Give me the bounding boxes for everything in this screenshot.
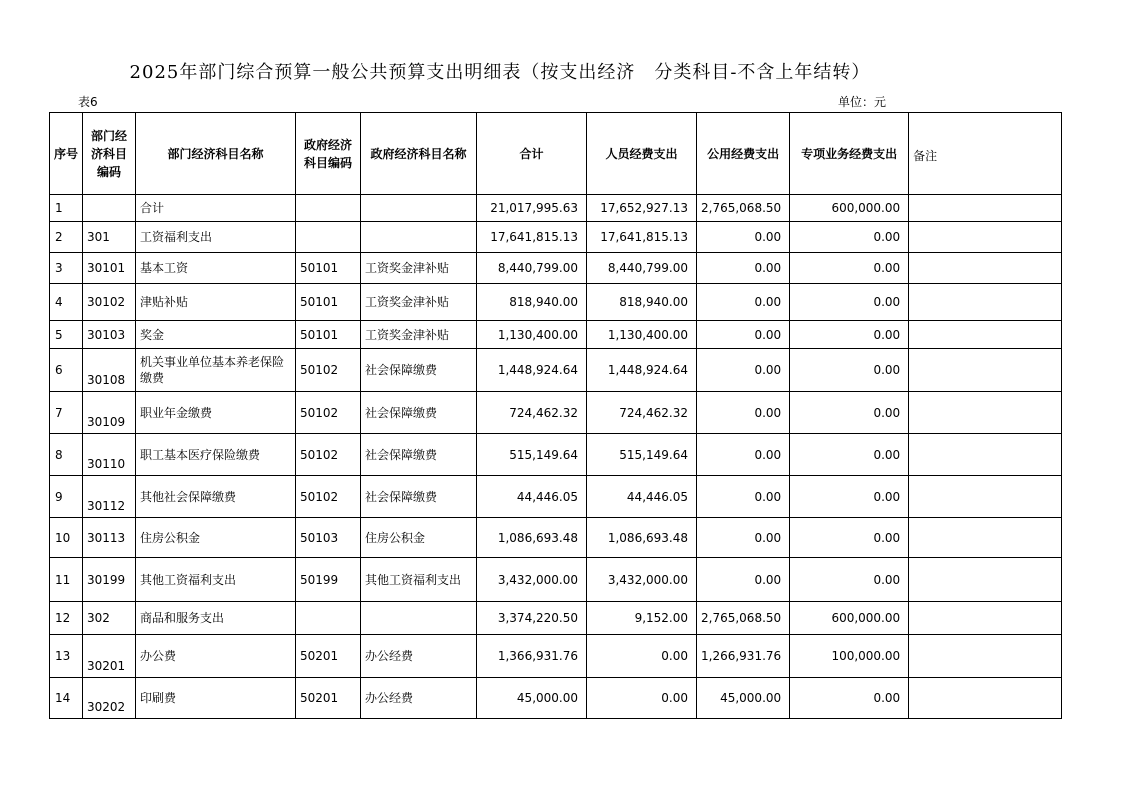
cell-public: 0.00 bbox=[697, 284, 790, 321]
cell-dept-code: 30103 bbox=[83, 321, 136, 349]
table-row bbox=[50, 476, 1062, 518]
cell-total: 1,086,693.48 bbox=[477, 518, 587, 558]
table-row bbox=[50, 195, 1062, 222]
cell-gov-name bbox=[361, 222, 477, 253]
cell-personnel: 1,448,924.64 bbox=[587, 349, 697, 392]
cell-personnel: 1,130,400.00 bbox=[587, 321, 697, 349]
table-row bbox=[50, 349, 1062, 392]
table-row bbox=[50, 284, 1062, 321]
cell-personnel: 3,432,000.00 bbox=[587, 558, 697, 602]
header-public: 公用经费支出 bbox=[697, 113, 790, 195]
cell-total: 21,017,995.63 bbox=[477, 195, 587, 222]
cell-public: 2,765,068.50 bbox=[697, 195, 790, 222]
cell-note bbox=[909, 678, 1062, 719]
cell-note bbox=[909, 635, 1062, 678]
cell-gov-code: 50201 bbox=[296, 635, 361, 678]
cell-personnel: 17,652,927.13 bbox=[587, 195, 697, 222]
header-dept-name: 部门经济科目名称 bbox=[136, 113, 296, 195]
cell-total: 1,130,400.00 bbox=[477, 321, 587, 349]
cell-personnel: 17,641,815.13 bbox=[587, 222, 697, 253]
cell-personnel: 8,440,799.00 bbox=[587, 253, 697, 284]
cell-note bbox=[909, 434, 1062, 476]
cell-public: 0.00 bbox=[697, 253, 790, 284]
cell-note bbox=[909, 602, 1062, 635]
cell-seq: 13 bbox=[50, 635, 83, 678]
table-row bbox=[50, 253, 1062, 284]
cell-seq: 11 bbox=[50, 558, 83, 602]
table-row bbox=[50, 392, 1062, 434]
table-row bbox=[50, 558, 1062, 602]
cell-gov-code: 50101 bbox=[296, 284, 361, 321]
cell-dept-code: 30109 bbox=[83, 392, 136, 434]
cell-note bbox=[909, 253, 1062, 284]
cell-seq: 2 bbox=[50, 222, 83, 253]
cell-gov-code: 50201 bbox=[296, 678, 361, 719]
cell-personnel: 9,152.00 bbox=[587, 602, 697, 635]
cell-special: 0.00 bbox=[790, 476, 909, 518]
cell-seq: 5 bbox=[50, 321, 83, 349]
cell-note bbox=[909, 349, 1062, 392]
cell-seq: 7 bbox=[50, 392, 83, 434]
unit-label: 单位：元 bbox=[838, 95, 887, 109]
budget-table bbox=[49, 112, 1062, 719]
cell-note bbox=[909, 195, 1062, 222]
header-note: 备注 bbox=[909, 113, 1062, 195]
table-row bbox=[50, 518, 1062, 558]
cell-seq: 3 bbox=[50, 253, 83, 284]
cell-dept-name: 机关事业单位基本养老保险缴费 bbox=[136, 349, 296, 392]
header-gov-code: 政府经济科目编码 bbox=[296, 113, 361, 195]
cell-public: 0.00 bbox=[697, 518, 790, 558]
cell-dept-code: 302 bbox=[83, 602, 136, 635]
cell-total: 17,641,815.13 bbox=[477, 222, 587, 253]
cell-dept-name: 职业年金缴费 bbox=[136, 392, 296, 434]
cell-note bbox=[909, 476, 1062, 518]
cell-gov-name: 工资奖金津补贴 bbox=[361, 284, 477, 321]
cell-seq: 6 bbox=[50, 349, 83, 392]
cell-dept-name: 基本工资 bbox=[136, 253, 296, 284]
cell-special: 0.00 bbox=[790, 284, 909, 321]
cell-total: 1,366,931.76 bbox=[477, 635, 587, 678]
cell-gov-name: 工资奖金津补贴 bbox=[361, 321, 477, 349]
table-row bbox=[50, 635, 1062, 678]
cell-total: 724,462.32 bbox=[477, 392, 587, 434]
cell-special: 0.00 bbox=[790, 678, 909, 719]
page-title: 2025年部门综合预算一般公共预算支出明细表（按支出经济 分类科目-不含上年结转） bbox=[129, 62, 871, 83]
cell-dept-name: 职工基本医疗保险缴费 bbox=[136, 434, 296, 476]
cell-total: 8,440,799.00 bbox=[477, 253, 587, 284]
cell-dept-name: 合计 bbox=[136, 195, 296, 222]
header-total: 合计 bbox=[477, 113, 587, 195]
cell-dept-code: 30202 bbox=[83, 678, 136, 719]
cell-gov-code bbox=[296, 195, 361, 222]
cell-gov-name: 工资奖金津补贴 bbox=[361, 253, 477, 284]
cell-gov-name: 社会保障缴费 bbox=[361, 349, 477, 392]
cell-public: 0.00 bbox=[697, 222, 790, 253]
cell-note bbox=[909, 321, 1062, 349]
cell-public: 0.00 bbox=[697, 476, 790, 518]
cell-dept-name: 商品和服务支出 bbox=[136, 602, 296, 635]
cell-personnel: 724,462.32 bbox=[587, 392, 697, 434]
cell-gov-name: 办公经费 bbox=[361, 635, 477, 678]
cell-seq: 8 bbox=[50, 434, 83, 476]
header-personnel: 人员经费支出 bbox=[587, 113, 697, 195]
table-row bbox=[50, 434, 1062, 476]
cell-gov-code: 50102 bbox=[296, 434, 361, 476]
cell-total: 515,149.64 bbox=[477, 434, 587, 476]
cell-seq: 1 bbox=[50, 195, 83, 222]
cell-public: 0.00 bbox=[697, 434, 790, 476]
cell-dept-code: 301 bbox=[83, 222, 136, 253]
cell-total: 1,448,924.64 bbox=[477, 349, 587, 392]
header-special: 专项业务经费支出 bbox=[790, 113, 909, 195]
cell-dept-name: 奖金 bbox=[136, 321, 296, 349]
cell-special: 0.00 bbox=[790, 558, 909, 602]
table-row bbox=[50, 602, 1062, 635]
cell-public: 0.00 bbox=[697, 349, 790, 392]
cell-public: 0.00 bbox=[697, 392, 790, 434]
cell-gov-code: 50101 bbox=[296, 321, 361, 349]
cell-special: 0.00 bbox=[790, 434, 909, 476]
cell-personnel: 0.00 bbox=[587, 678, 697, 719]
cell-gov-code: 50103 bbox=[296, 518, 361, 558]
cell-gov-name: 其他工资福利支出 bbox=[361, 558, 477, 602]
cell-gov-code: 50102 bbox=[296, 349, 361, 392]
cell-gov-name bbox=[361, 195, 477, 222]
cell-dept-name: 工资福利支出 bbox=[136, 222, 296, 253]
cell-special: 600,000.00 bbox=[790, 602, 909, 635]
header-dept-code: 部门经济科目编码 bbox=[83, 113, 136, 195]
cell-dept-code: 30108 bbox=[83, 349, 136, 392]
table-row bbox=[50, 222, 1062, 253]
header-row bbox=[50, 113, 1062, 195]
cell-gov-code: 50102 bbox=[296, 392, 361, 434]
cell-special: 0.00 bbox=[790, 392, 909, 434]
cell-special: 600,000.00 bbox=[790, 195, 909, 222]
cell-total: 45,000.00 bbox=[477, 678, 587, 719]
cell-note bbox=[909, 222, 1062, 253]
cell-gov-name: 社会保障缴费 bbox=[361, 434, 477, 476]
cell-gov-name: 办公经费 bbox=[361, 678, 477, 719]
cell-total: 44,446.05 bbox=[477, 476, 587, 518]
cell-dept-name: 住房公积金 bbox=[136, 518, 296, 558]
cell-gov-name: 住房公积金 bbox=[361, 518, 477, 558]
cell-special: 0.00 bbox=[790, 253, 909, 284]
cell-seq: 14 bbox=[50, 678, 83, 719]
cell-seq: 9 bbox=[50, 476, 83, 518]
cell-personnel: 44,446.05 bbox=[587, 476, 697, 518]
cell-gov-name: 社会保障缴费 bbox=[361, 392, 477, 434]
cell-note bbox=[909, 518, 1062, 558]
cell-special: 0.00 bbox=[790, 321, 909, 349]
cell-personnel: 0.00 bbox=[587, 635, 697, 678]
cell-seq: 12 bbox=[50, 602, 83, 635]
cell-dept-code: 30101 bbox=[83, 253, 136, 284]
cell-note bbox=[909, 392, 1062, 434]
cell-dept-code: 30102 bbox=[83, 284, 136, 321]
table-row bbox=[50, 678, 1062, 719]
cell-dept-code bbox=[83, 195, 136, 222]
cell-dept-code: 30112 bbox=[83, 476, 136, 518]
cell-note bbox=[909, 284, 1062, 321]
cell-gov-code bbox=[296, 602, 361, 635]
cell-total: 3,374,220.50 bbox=[477, 602, 587, 635]
cell-gov-code: 50102 bbox=[296, 476, 361, 518]
cell-public: 45,000.00 bbox=[697, 678, 790, 719]
cell-dept-name: 其他工资福利支出 bbox=[136, 558, 296, 602]
cell-total: 3,432,000.00 bbox=[477, 558, 587, 602]
cell-public: 1,266,931.76 bbox=[697, 635, 790, 678]
cell-dept-code: 30201 bbox=[83, 635, 136, 678]
cell-gov-code: 50199 bbox=[296, 558, 361, 602]
cell-dept-name: 津贴补贴 bbox=[136, 284, 296, 321]
cell-seq: 4 bbox=[50, 284, 83, 321]
cell-gov-name bbox=[361, 602, 477, 635]
cell-dept-name: 印刷费 bbox=[136, 678, 296, 719]
cell-gov-code: 50101 bbox=[296, 253, 361, 284]
table-row bbox=[50, 321, 1062, 349]
cell-dept-code: 30199 bbox=[83, 558, 136, 602]
cell-special: 0.00 bbox=[790, 222, 909, 253]
cell-personnel: 515,149.64 bbox=[587, 434, 697, 476]
header-gov-name: 政府经济科目名称 bbox=[361, 113, 477, 195]
cell-dept-name: 其他社会保障缴费 bbox=[136, 476, 296, 518]
table-body bbox=[50, 195, 1062, 719]
cell-personnel: 818,940.00 bbox=[587, 284, 697, 321]
cell-special: 0.00 bbox=[790, 518, 909, 558]
cell-personnel: 1,086,693.48 bbox=[587, 518, 697, 558]
header-seq: 序号 bbox=[50, 113, 83, 195]
cell-seq: 10 bbox=[50, 518, 83, 558]
cell-public: 0.00 bbox=[697, 558, 790, 602]
cell-dept-name: 办公费 bbox=[136, 635, 296, 678]
cell-dept-code: 30110 bbox=[83, 434, 136, 476]
cell-special: 100,000.00 bbox=[790, 635, 909, 678]
cell-dept-code: 30113 bbox=[83, 518, 136, 558]
cell-public: 2,765,068.50 bbox=[697, 602, 790, 635]
cell-gov-name: 社会保障缴费 bbox=[361, 476, 477, 518]
cell-total: 818,940.00 bbox=[477, 284, 587, 321]
cell-gov-code bbox=[296, 222, 361, 253]
cell-public: 0.00 bbox=[697, 321, 790, 349]
cell-special: 0.00 bbox=[790, 349, 909, 392]
cell-note bbox=[909, 558, 1062, 602]
table-number: 表6 bbox=[78, 95, 98, 109]
